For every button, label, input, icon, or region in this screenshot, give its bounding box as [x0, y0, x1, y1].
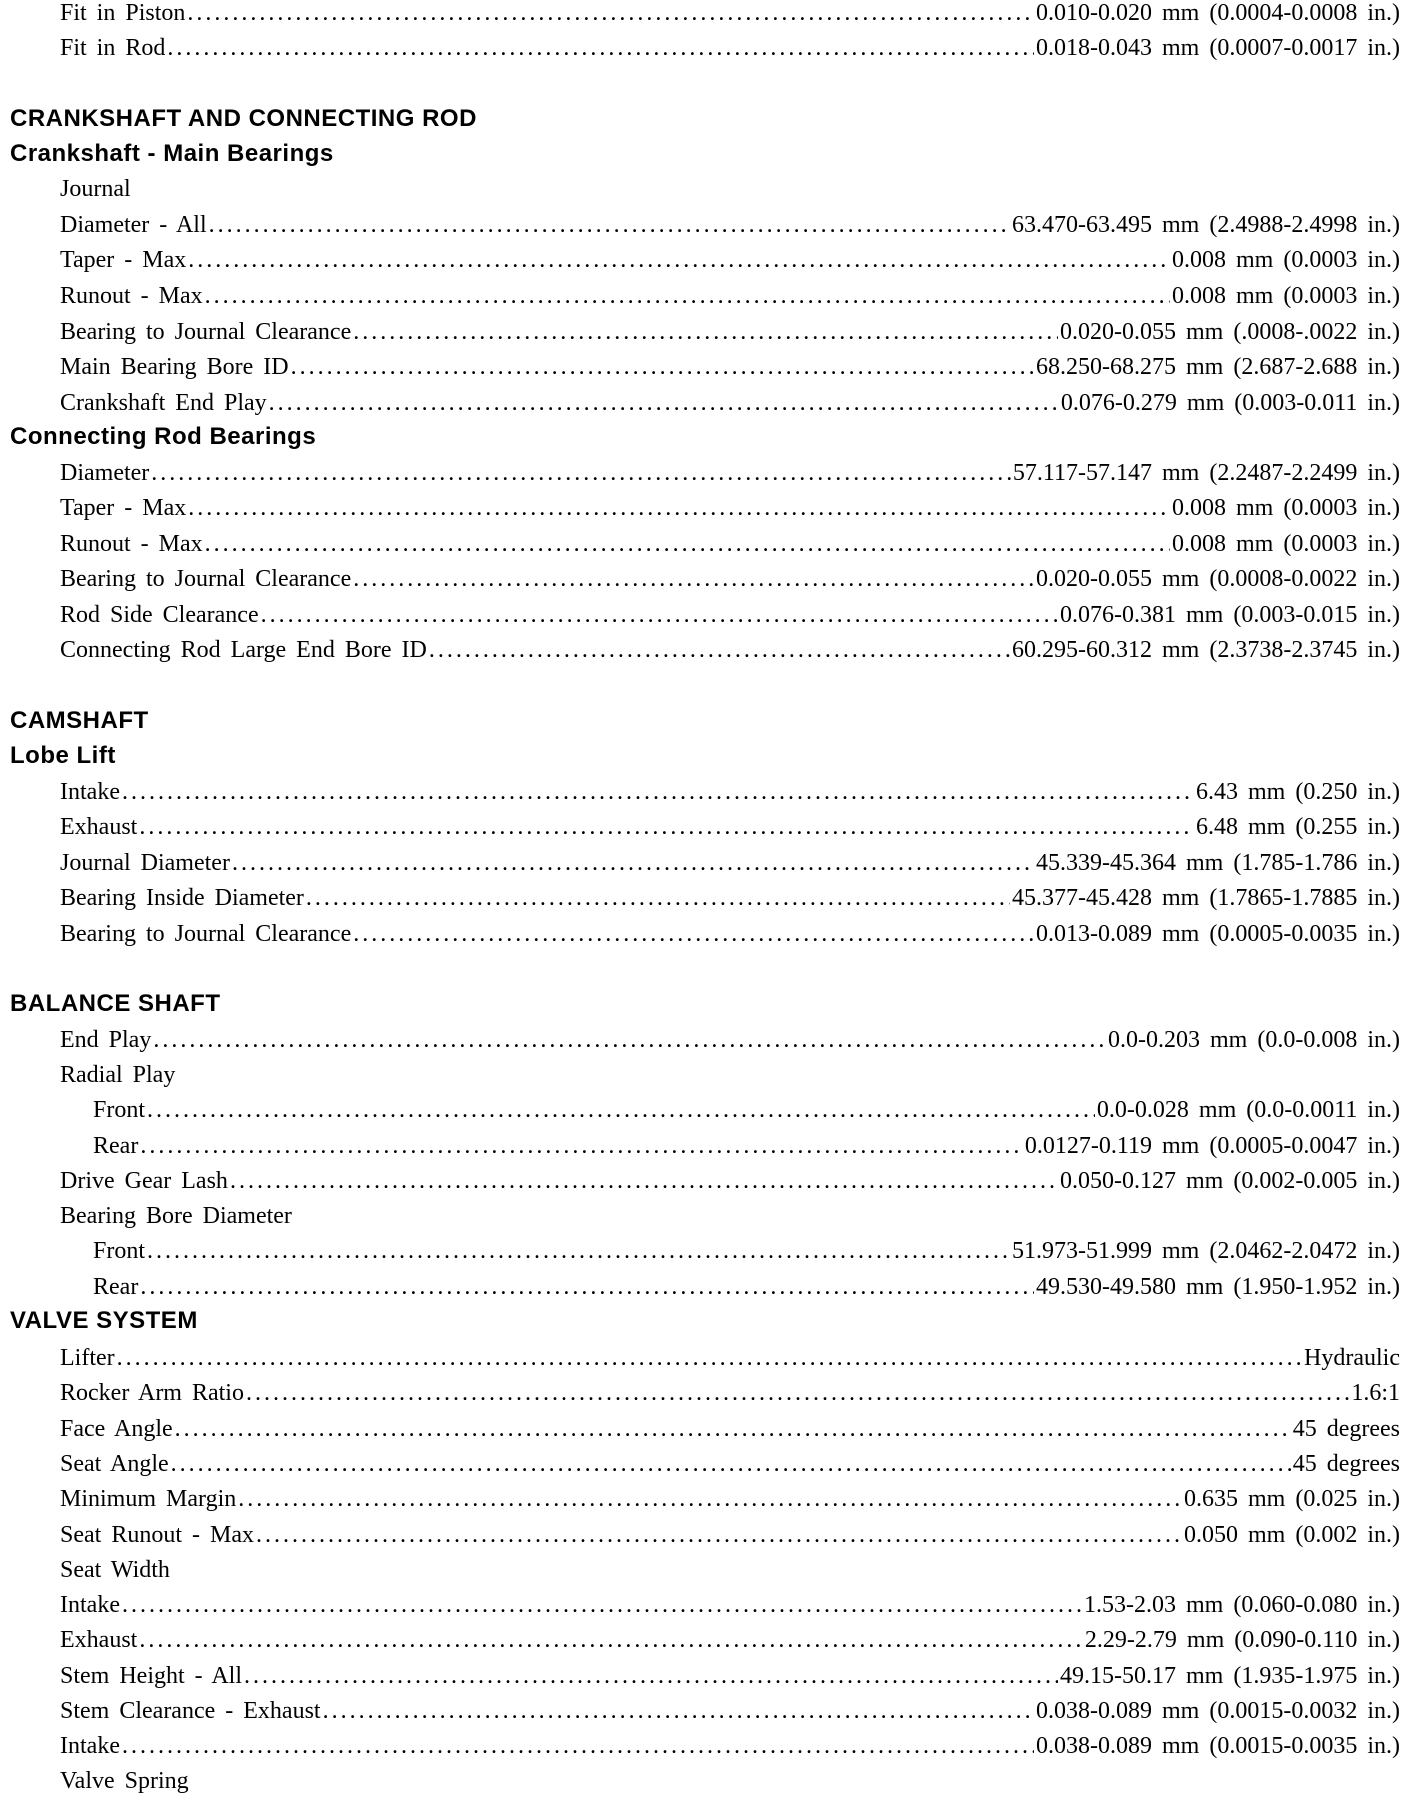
- spec-row-lifter: Lifter ..... Hydraulic: [60, 1337, 1400, 1373]
- spec-row-bore-rear: Rear ..... 49.530-49.580 mm (1.950-1.952 in.): [93, 1266, 1400, 1302]
- dot-leader: [151, 458, 1011, 488]
- spec-row-cam-bearing-clearance: Bearing to Journal Clearance ..... 0.013-0.089 mm (0.0005-0.0035 in.): [60, 913, 1400, 949]
- label-bearing-bore-diameter: Bearing Bore Diameter: [60, 1203, 292, 1229]
- spec-row-rod-taper: Taper - Max ..... 0.008 mm (0.0003 in.): [60, 487, 1400, 523]
- label-seat-width: Seat Width: [60, 1557, 170, 1583]
- dot-leader: [122, 777, 1194, 807]
- dot-leader: [323, 1696, 1034, 1726]
- spec-row-balance-end-play: End Play ..... 0.0-0.203 mm (0.0-0.008 in.): [60, 1019, 1400, 1055]
- spec-row-main-bearing-bore: Main Bearing Bore ID ..... 68.250-68.275 mm (2.687-2.688 in.): [60, 346, 1400, 382]
- dot-leader: [140, 1272, 1034, 1302]
- spec-row-rod-diameter: Diameter ..... 57.117-57.147 mm (2.2487-2.2499 in.): [60, 452, 1400, 488]
- spec-row-drive-gear-lash: Drive Gear Lash ..... 0.050-0.127 mm (0.002-0.005 in.): [60, 1160, 1400, 1196]
- dot-leader: [140, 1131, 1023, 1161]
- spec-row-seat-angle: Seat Angle ..... 45 degrees: [60, 1443, 1400, 1479]
- spec-row-lobe-exhaust: Exhaust ..... 6.48 mm (0.255 in.): [60, 806, 1400, 842]
- dot-leader: [429, 635, 1010, 665]
- dot-leader: [122, 1590, 1082, 1620]
- spec-row-journal-runout: Runout - Max ..... 0.008 mm (0.0003 in.): [60, 275, 1400, 311]
- dot-leader: [188, 493, 1170, 523]
- dot-leader: [256, 1520, 1182, 1550]
- dot-leader: [291, 352, 1034, 382]
- spec-row-cam-bearing-inside-diameter: Bearing Inside Diameter ..... 45.377-45.428 mm (1.7865-1.7885 in.): [60, 877, 1400, 913]
- spec-row-seat-runout: Seat Runout - Max ..... 0.050 mm (0.002 in.): [60, 1514, 1400, 1550]
- dot-leader: [209, 210, 1010, 240]
- spec-row-rod-side-clearance: Rod Side Clearance ..... 0.076-0.381 mm (0.003-0.015 in.): [60, 594, 1400, 630]
- label-radial-play: Radial Play: [60, 1062, 176, 1088]
- dot-leader: [147, 1236, 1010, 1266]
- spec-row-bore-front: Front ..... 51.973-51.999 mm (2.0462-2.0472 in.): [93, 1230, 1400, 1266]
- subheading-lobe-lift: Lobe Lift: [10, 742, 116, 769]
- spec-row-journal-taper: Taper - Max ..... 0.008 mm (0.0003 in.): [60, 239, 1400, 275]
- section-heading-crankshaft: CRANKSHAFT AND CONNECTING ROD: [10, 105, 477, 132]
- dot-leader: [244, 1661, 1058, 1691]
- dot-leader: [153, 1025, 1106, 1055]
- spec-row-rod-large-end-bore: Connecting Rod Large End Bore ID ..... 60.295-60.312 mm (2.3738-2.3745 in.): [60, 629, 1400, 665]
- subheading-rod-bearings: Connecting Rod Bearings: [10, 423, 317, 450]
- section-heading-camshaft: CAMSHAFT: [10, 707, 149, 734]
- label-journal: Journal: [60, 176, 131, 202]
- spec-row-radial-rear: Rear ..... 0.0127-0.119 mm (0.0005-0.0047 in.): [93, 1125, 1400, 1161]
- dot-leader: [353, 317, 1058, 347]
- spec-row-journal-diameter: Diameter - All ..... 63.470-63.495 mm (2.4988-2.4998 in.): [60, 204, 1400, 240]
- spec-row-minimum-margin: Minimum Margin ..... 0.635 mm (0.025 in.): [60, 1478, 1400, 1514]
- dot-leader: [171, 1449, 1291, 1479]
- dot-leader: [205, 529, 1170, 559]
- label-valve-spring: Valve Spring: [60, 1768, 189, 1794]
- spec-row-crankshaft-end-play: Crankshaft End Play ..... 0.076-0.279 mm (0.003-0.011 in.): [60, 382, 1400, 418]
- dot-leader: [246, 1378, 1349, 1408]
- dot-leader: [353, 919, 1034, 949]
- dot-leader: [232, 848, 1034, 878]
- spec-row-rocker-arm-ratio: Rocker Arm Ratio ..... 1.6:1: [60, 1372, 1400, 1408]
- spec-row-rod-runout: Runout - Max ..... 0.008 mm (0.0003 in.): [60, 523, 1400, 559]
- spec-row-rod-bearing-clearance: Bearing to Journal Clearance ..... 0.020-0.055 mm (0.0008-0.0022 in.): [60, 558, 1400, 594]
- dot-leader: [122, 1731, 1034, 1761]
- dot-leader: [205, 281, 1170, 311]
- dot-leader: [187, 0, 1034, 28]
- dot-leader: [353, 564, 1034, 594]
- dot-leader: [167, 33, 1034, 63]
- dot-leader: [175, 1414, 1291, 1444]
- section-heading-balance-shaft: BALANCE SHAFT: [10, 990, 221, 1017]
- spec-row-stem-height: Stem Height - All ..... 49.15-50.17 mm (1.935-1.975 in.): [60, 1655, 1400, 1691]
- spec-row-seat-width-intake: Intake ..... 1.53-2.03 mm (0.060-0.080 in.): [60, 1584, 1400, 1620]
- dot-leader: [261, 600, 1058, 630]
- dot-leader: [238, 1484, 1182, 1514]
- dot-leader: [117, 1343, 1302, 1373]
- dot-leader: [269, 388, 1059, 418]
- dot-leader: [230, 1166, 1058, 1196]
- spec-row-stem-clearance-intake: Intake ..... 0.038-0.089 mm (0.0015-0.0035 in.): [60, 1725, 1400, 1761]
- dot-leader: [188, 245, 1170, 275]
- spec-row-lobe-intake: Intake ..... 6.43 mm (0.250 in.): [60, 771, 1400, 807]
- spec-row-main-bearing-clearance: Bearing to Journal Clearance ..... 0.020-0.055 mm (.0008-.0022 in.): [60, 311, 1400, 347]
- dot-leader: [147, 1095, 1095, 1125]
- spec-row-face-angle: Face Angle ..... 45 degrees: [60, 1408, 1400, 1444]
- spec-row-cam-journal-diameter: Journal Diameter ..... 45.339-45.364 mm (1.785-1.786 in.): [60, 842, 1400, 878]
- dot-leader: [306, 883, 1010, 913]
- dot-leader: [139, 812, 1194, 842]
- section-heading-valve-system: VALVE SYSTEM: [10, 1307, 198, 1334]
- spec-row-fit-in-piston: Fit in Piston ..... 0.010-0.020 mm (0.0004-0.0008 in.): [60, 0, 1400, 28]
- dot-leader: [139, 1625, 1083, 1655]
- spec-row-seat-width-exhaust: Exhaust ..... 2.29-2.79 mm (0.090-0.110 in.): [60, 1619, 1400, 1655]
- subheading-main-bearings: Crankshaft - Main Bearings: [10, 140, 334, 167]
- spec-row-fit-in-rod: Fit in Rod ..... 0.018-0.043 mm (0.0007-0.0017 in.): [60, 27, 1400, 63]
- spec-row-stem-clearance-exhaust: Stem Clearance - Exhaust ..... 0.038-0.089 mm (0.0015-0.0032 in.): [60, 1690, 1400, 1726]
- spec-row-radial-front: Front ..... 0.0-0.028 mm (0.0-0.0011 in.): [93, 1089, 1400, 1125]
